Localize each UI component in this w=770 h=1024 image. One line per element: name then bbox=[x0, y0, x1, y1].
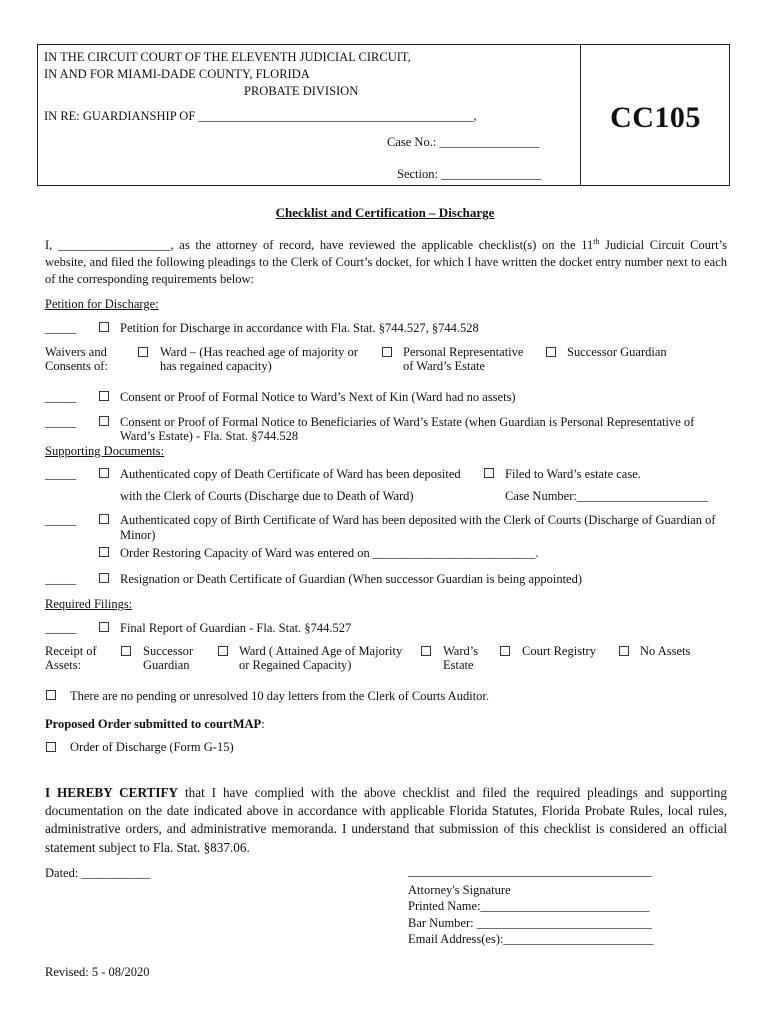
header-divider bbox=[580, 44, 581, 186]
final-report-blank[interactable]: _____ bbox=[45, 621, 77, 635]
order-discharge-checkbox[interactable] bbox=[46, 742, 56, 752]
intro-part-2: Judicial Circuit Court’s website, and filed the following pleadings to the Clerk of Court’s docket, for which I have written the docket entry number next to each of the corresponding requirements below: bbox=[45, 238, 727, 287]
case-number-blank[interactable]: Case Number:_____________________ bbox=[505, 489, 709, 503]
receipt-wards-estate-label-2: Estate bbox=[443, 658, 474, 672]
death-cert-item-1: Authenticated copy of Death Certificate of Ward has been deposited bbox=[120, 467, 461, 481]
revised-footer: Revised: 5 - 08/2020 bbox=[45, 965, 150, 979]
court-line-2: IN AND FOR MIAMI-DADE COUNTY, FLORIDA bbox=[44, 67, 310, 81]
bar-number-field[interactable]: Bar Number: ____________________________ bbox=[408, 916, 652, 930]
birth-cert-blank[interactable]: _____ bbox=[45, 513, 77, 527]
receipt-ward-label-2: or Regained Capacity) bbox=[239, 658, 352, 672]
petition-item: Petition for Discharge in accordance with Fla. Stat. §744.527, §744.528 bbox=[120, 321, 479, 335]
beneficiaries-checkbox[interactable] bbox=[99, 416, 109, 426]
ward-waiver-label-2: has regained capacity) bbox=[160, 359, 272, 373]
form-title: Checklist and Certification – Discharge bbox=[275, 205, 495, 220]
certify-bold: I HEREBY CERTIFY bbox=[45, 785, 179, 800]
in-re-field[interactable]: IN RE: GUARDIANSHIP OF ____________________________________________, bbox=[44, 109, 477, 123]
required-heading: Required Filings: bbox=[45, 597, 133, 611]
filed-estate-checkbox[interactable] bbox=[484, 468, 494, 478]
death-cert-item-2: with the Clerk of Courts (Discharge due to Death of Ward) bbox=[120, 489, 414, 503]
receipt-successor-label-1: Successor bbox=[143, 644, 193, 658]
proposed-heading-text: Proposed Order submitted to courtMAP bbox=[45, 717, 262, 731]
waivers-label-1: Waivers and bbox=[45, 345, 107, 359]
intro-sup: th bbox=[593, 237, 600, 246]
intro-part-1: I, __________________, as the attorney of record, have reviewed the applicable checklist(s) on the 11 bbox=[45, 238, 594, 253]
intro-paragraph bbox=[45, 233, 727, 288]
printed-name-field[interactable]: Printed Name:___________________________ bbox=[408, 899, 650, 913]
email-field[interactable]: Email Address(es):________________________ bbox=[408, 932, 654, 946]
signature-line[interactable]: _______________________________________ bbox=[408, 864, 652, 878]
successor-waiver-label: Successor Guardian bbox=[567, 345, 667, 359]
beneficiaries-item-2: Ward’s Estate) - Fla. Stat. §744.528 bbox=[120, 429, 299, 443]
receipt-ward-label-1: Ward ( Attained Age of Majority bbox=[239, 644, 403, 658]
pr-waiver-checkbox[interactable] bbox=[382, 347, 392, 357]
restoring-capacity-item: Order Restoring Capacity of Ward was entered on __________________________. bbox=[120, 546, 539, 560]
no-pending-checkbox[interactable] bbox=[46, 690, 56, 700]
receipt-no-assets-label: No Assets bbox=[640, 644, 691, 658]
waivers-label-2: Consents of: bbox=[45, 359, 108, 373]
petition-checkbox[interactable] bbox=[99, 322, 109, 332]
beneficiaries-item-1: Consent or Proof of Formal Notice to Beneficiaries of Ward’s Estate (when Guardian is Personal Representative of bbox=[120, 415, 695, 429]
birth-cert-checkbox[interactable] bbox=[99, 514, 109, 524]
proposed-heading-colon: : bbox=[261, 717, 265, 731]
no-pending-item: There are no pending or unresolved 10 day letters from the Clerk of Courts Auditor. bbox=[70, 689, 489, 703]
receipt-ward-checkbox[interactable] bbox=[218, 646, 228, 656]
receipt-successor-checkbox[interactable] bbox=[121, 646, 131, 656]
pr-waiver-label-2: of Ward’s Estate bbox=[403, 359, 486, 373]
proposed-heading bbox=[45, 716, 265, 732]
receipt-label-2: Assets: bbox=[45, 658, 82, 672]
receipt-no-assets-checkbox[interactable] bbox=[619, 646, 629, 656]
resignation-checkbox[interactable] bbox=[99, 573, 109, 583]
receipt-court-registry-checkbox[interactable] bbox=[500, 646, 510, 656]
resignation-item: Resignation or Death Certificate of Guardian (When successor Guardian is being appointed) bbox=[120, 572, 582, 586]
certification-paragraph bbox=[45, 784, 727, 857]
restoring-capacity-checkbox[interactable] bbox=[99, 547, 109, 557]
dated-field[interactable]: Dated: ___________ bbox=[45, 866, 151, 880]
court-line-1: IN THE CIRCUIT COURT OF THE ELEVENTH JUDICIAL CIRCUIT, bbox=[44, 50, 411, 64]
successor-waiver-checkbox[interactable] bbox=[546, 347, 556, 357]
ward-waiver-label-1: Ward – (Has reached age of majority or bbox=[160, 345, 358, 359]
birth-cert-item-2: Minor) bbox=[120, 528, 156, 542]
receipt-label-1: Receipt of bbox=[45, 644, 97, 658]
section-field[interactable]: Section: ________________ bbox=[397, 167, 542, 181]
final-report-checkbox[interactable] bbox=[99, 622, 109, 632]
receipt-successor-label-2: Guardian bbox=[143, 658, 190, 672]
next-of-kin-item: Consent or Proof of Formal Notice to Ward’s Next of Kin (Ward had no assets) bbox=[120, 390, 516, 404]
next-of-kin-blank[interactable]: _____ bbox=[45, 390, 77, 404]
petition-blank[interactable]: _____ bbox=[45, 321, 77, 335]
ward-waiver-checkbox[interactable] bbox=[138, 347, 148, 357]
next-of-kin-checkbox[interactable] bbox=[99, 391, 109, 401]
pr-waiver-label-1: Personal Representative bbox=[403, 345, 524, 359]
filed-estate-item: Filed to Ward’s estate case. bbox=[505, 467, 641, 481]
attorney-signature-label: Attorney's Signature bbox=[408, 883, 511, 897]
division: PROBATE DIVISION bbox=[244, 84, 359, 98]
death-cert-blank[interactable]: _____ bbox=[45, 467, 77, 481]
supporting-heading: Supporting Documents: bbox=[45, 444, 165, 458]
resignation-blank[interactable]: _____ bbox=[45, 572, 77, 586]
birth-cert-item-1: Authenticated copy of Birth Certificate of Ward has been deposited with the Clerk of Courts (Discharge of Guardian of bbox=[120, 513, 716, 527]
petition-heading: Petition for Discharge: bbox=[45, 297, 159, 311]
certify-text: that I have complied with the above checklist and filed the required pleadings and supporting documentation on the date indicated above in accordance with applicable Florida Statutes, Florida Probate Rules, local rules, administrative orders, and administrative memoranda. I understand that submission of this checklist is considered an official statement subject to Fla. Stat. §837.06. bbox=[45, 785, 727, 855]
final-report-item: Final Report of Guardian - Fla. Stat. §744.527 bbox=[120, 621, 352, 635]
receipt-court-registry-label: Court Registry bbox=[522, 644, 596, 658]
order-discharge-item: Order of Discharge (Form G-15) bbox=[70, 740, 234, 754]
beneficiaries-blank[interactable]: _____ bbox=[45, 415, 77, 429]
case-number-field[interactable]: Case No.: ________________ bbox=[387, 135, 540, 149]
death-cert-checkbox[interactable] bbox=[99, 468, 109, 478]
form-code: CC105 bbox=[610, 101, 701, 134]
receipt-wards-estate-label-1: Ward’s bbox=[443, 644, 479, 658]
receipt-wards-estate-checkbox[interactable] bbox=[421, 646, 431, 656]
